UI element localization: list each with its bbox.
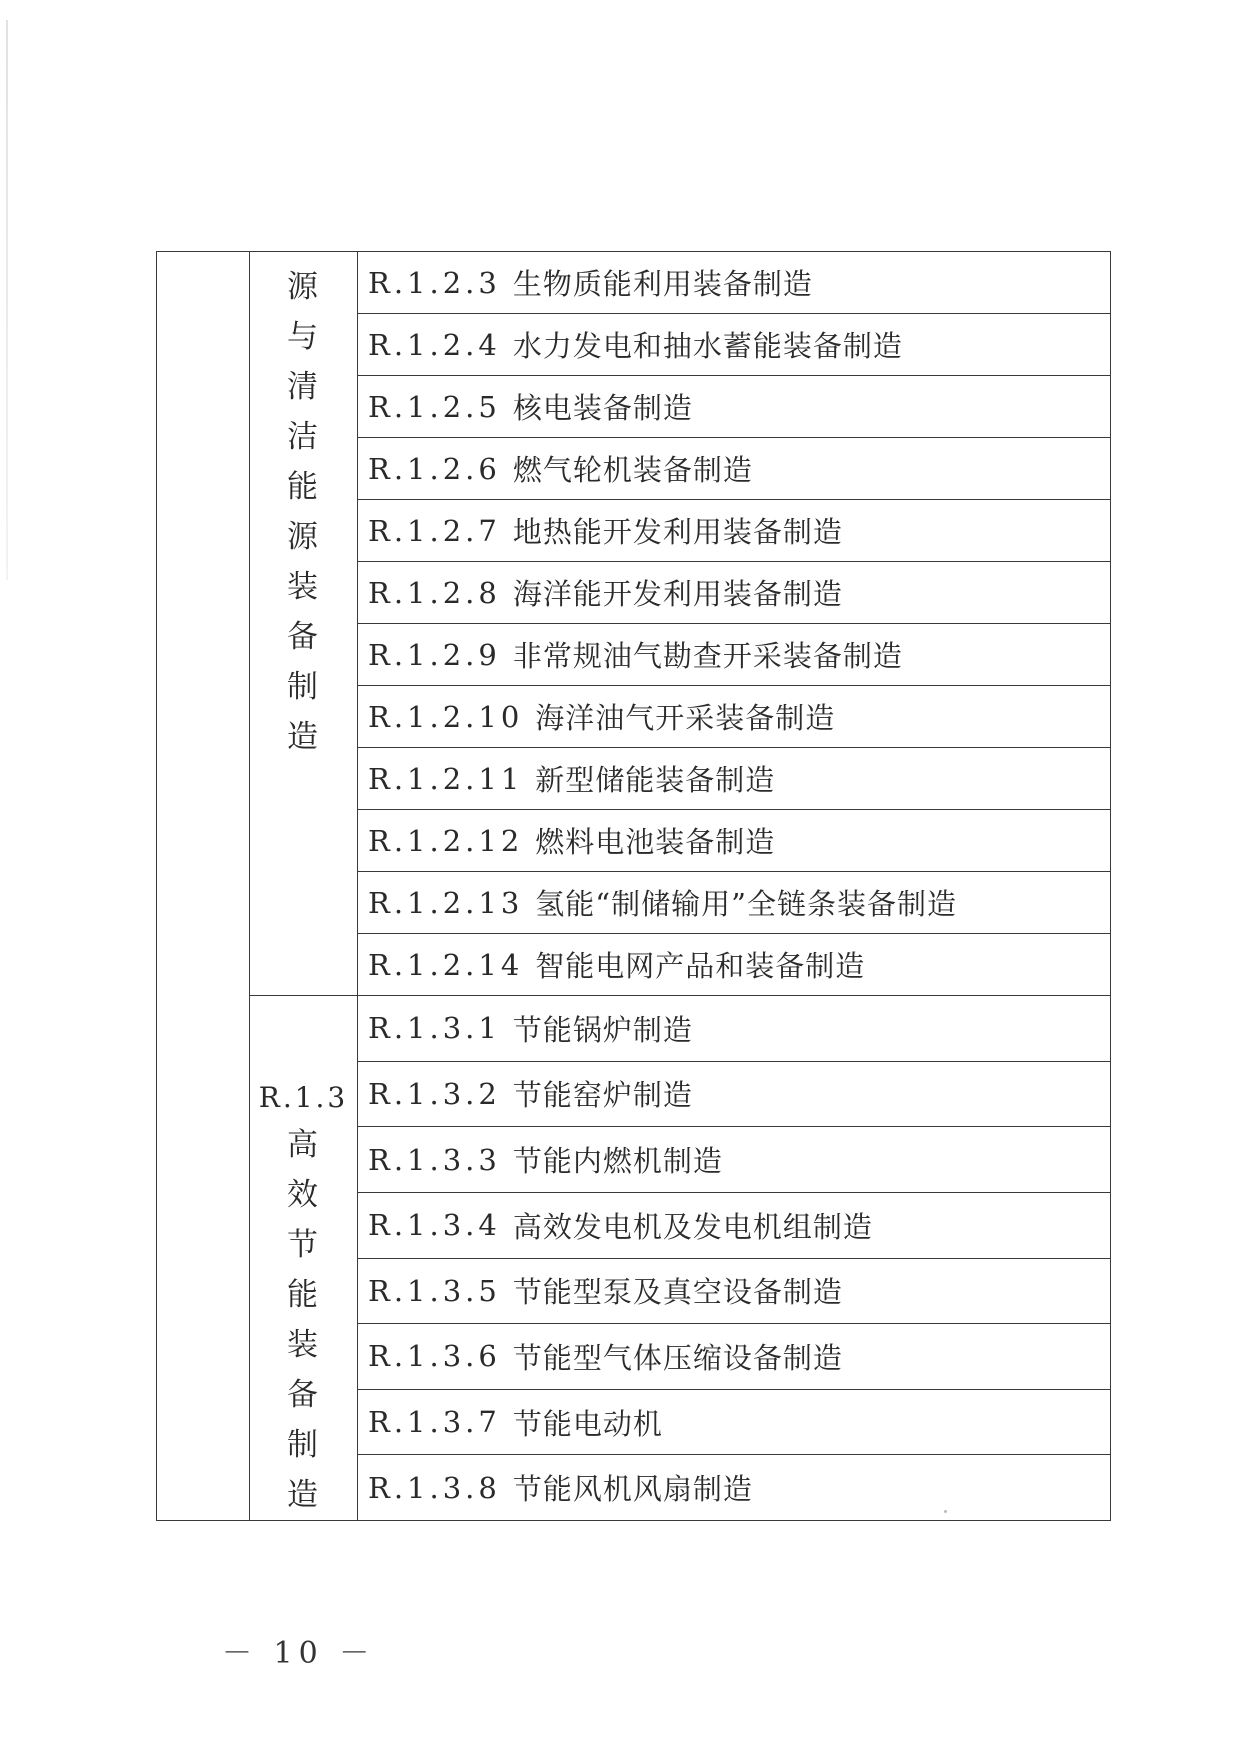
item-code: R.1.2.8	[368, 575, 501, 610]
item-name: 节能型气体压缩设备制造	[512, 1340, 843, 1375]
item-name: 高效发电机及发电机组制造	[512, 1209, 873, 1244]
item-name: 智能电网产品和装备制造	[535, 949, 866, 983]
item-cell	[358, 562, 1111, 624]
item-code: R.1.3.8	[368, 1470, 501, 1505]
page-number: － 10 －	[222, 1636, 376, 1671]
item-code: R.1.3.4	[368, 1208, 501, 1243]
category-cell-energy-saving	[250, 996, 358, 1521]
item-code: R.1.2.13	[368, 885, 524, 920]
item-cell	[358, 1389, 1111, 1455]
table-row	[157, 252, 1111, 314]
item-code: R.1.2.12	[368, 823, 524, 858]
item-name: 节能电动机	[512, 1406, 663, 1441]
item-cell	[358, 1192, 1111, 1258]
item-code: R.1.3.1	[368, 1011, 501, 1046]
item-code: R.1.3.3	[368, 1142, 501, 1177]
item-code: R.1.3.7	[368, 1405, 501, 1440]
item-cell	[358, 314, 1111, 376]
catalog-table	[156, 251, 1111, 1521]
item-name: 海洋能开发利用装备制造	[512, 577, 843, 611]
item-cell	[358, 996, 1111, 1062]
item-cell	[358, 624, 1111, 686]
item-code: R.1.3.5	[368, 1273, 501, 1308]
category-code: R.1.3	[258, 1081, 349, 1114]
item-code: R.1.2.5	[368, 389, 501, 424]
item-code: R.1.2.3	[368, 265, 501, 300]
item-cell	[358, 1455, 1111, 1521]
item-name: 节能型泵及真空设备制造	[512, 1275, 843, 1310]
scan-edge-line	[6, 20, 8, 580]
item-name: 生物质能利用装备制造	[512, 267, 813, 301]
item-cell	[358, 438, 1111, 500]
category-cell-clean-energy	[250, 252, 358, 996]
item-cell	[358, 872, 1111, 934]
item-cell	[358, 252, 1111, 314]
item-name: 地热能开发利用装备制造	[512, 515, 843, 549]
item-code: R.1.2.4	[368, 327, 501, 362]
item-cell	[358, 686, 1111, 748]
item-cell	[358, 934, 1111, 996]
item-code: R.1.3.6	[368, 1339, 501, 1374]
item-name: 氢能“制储输用”全链条装备制造	[535, 887, 957, 921]
item-name: 节能风机风扇制造	[512, 1472, 753, 1507]
scan-speck	[944, 1510, 947, 1513]
outer-category-cell	[157, 252, 250, 1521]
item-cell	[358, 748, 1111, 810]
item-cell	[358, 1324, 1111, 1390]
item-cell	[358, 1127, 1111, 1193]
item-cell	[358, 1061, 1111, 1127]
item-name: 水力发电和抽水蓄能装备制造	[512, 329, 903, 363]
item-code: R.1.3.2	[368, 1076, 501, 1111]
item-cell	[358, 376, 1111, 438]
item-cell	[358, 1258, 1111, 1324]
item-code: R.1.2.10	[368, 699, 524, 734]
item-code: R.1.2.6	[368, 451, 501, 486]
category-name: 源与清洁能源装备制造	[287, 269, 320, 755]
item-name: 节能锅炉制造	[512, 1012, 693, 1047]
item-code: R.1.2.11	[368, 761, 524, 796]
item-name: 燃气轮机装备制造	[512, 453, 753, 487]
item-cell	[358, 500, 1111, 562]
table-row	[157, 996, 1111, 1062]
item-cell	[358, 810, 1111, 872]
item-name: 节能内燃机制造	[512, 1144, 723, 1179]
category-name: 高效节能装备制造	[287, 1127, 320, 1513]
item-name: 新型储能装备制造	[535, 763, 776, 797]
item-name: 海洋油气开采装备制造	[535, 701, 836, 735]
item-code: R.1.2.7	[368, 513, 501, 548]
item-code: R.1.2.14	[368, 947, 524, 982]
item-name: 节能窑炉制造	[512, 1078, 693, 1113]
item-name: 非常规油气勘查开采装备制造	[512, 639, 903, 673]
item-code: R.1.2.9	[368, 637, 501, 672]
item-name: 燃料电池装备制造	[535, 825, 776, 859]
item-name: 核电装备制造	[512, 391, 693, 425]
